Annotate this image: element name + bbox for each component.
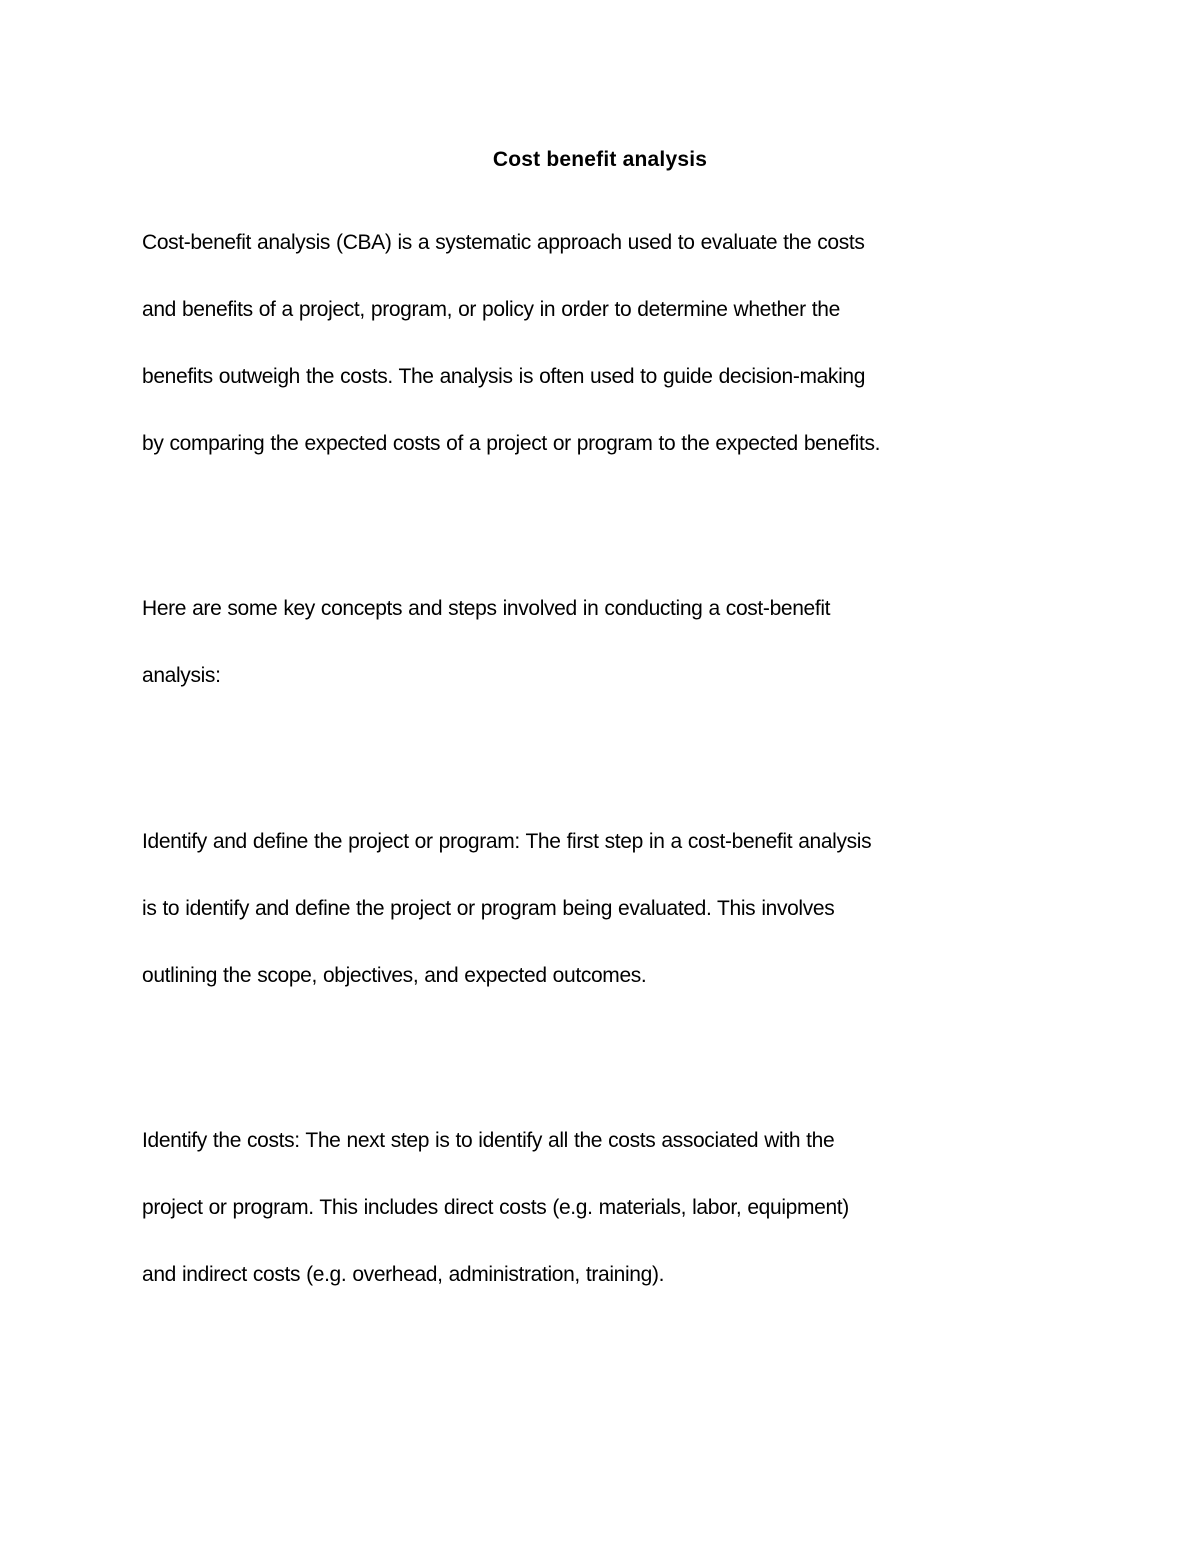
- text-line: by comparing the expected costs of a project or program to the expected benefits.: [142, 432, 881, 455]
- text-line: Here are some key concepts and steps involved in conducting a cost-benefit: [142, 597, 831, 620]
- text-line: is to identify and define the project or program being evaluated. This involves: [142, 897, 835, 920]
- document-title: Cost benefit analysis: [492, 148, 708, 171]
- text-line: and benefits of a project, program, or policy in order to determine whether the: [142, 298, 840, 321]
- text-line: outlining the scope, objectives, and expected outcomes.: [142, 964, 647, 987]
- text-line: Identify the costs: The next step is to identify all the costs associated with the: [142, 1129, 835, 1152]
- text-line: analysis:: [142, 664, 221, 687]
- paragraph-identify-project: [142, 826, 1082, 1027]
- paragraph-intro: [142, 227, 1082, 495]
- paragraph-key-concepts: [142, 593, 1082, 727]
- text-line: benefits outweigh the costs. The analysis is often used to guide decision-making: [142, 365, 866, 388]
- text-line: Cost-benefit analysis (CBA) is a systematic approach used to evaluate the costs: [142, 231, 865, 254]
- text-line: project or program. This includes direct costs (e.g. materials, labor, equipment): [142, 1196, 849, 1219]
- text-line: and indirect costs (e.g. overhead, administration, training).: [142, 1263, 665, 1286]
- text-line: Identify and define the project or program: The first step in a cost-benefit analysis: [142, 830, 872, 853]
- paragraph-identify-costs: [142, 1125, 1082, 1326]
